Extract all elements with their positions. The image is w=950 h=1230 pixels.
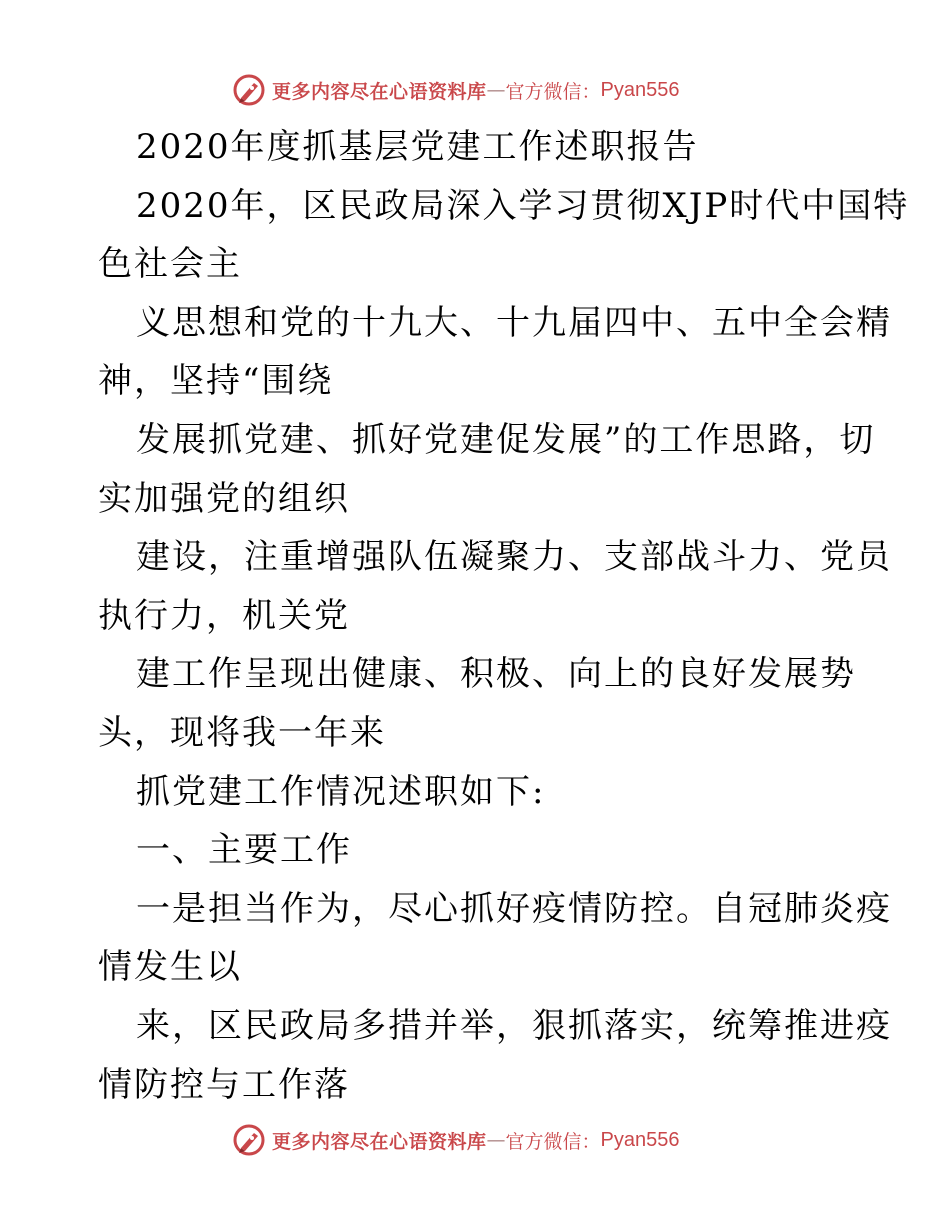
- banner-slogan: 更多内容尽在心语资料库: [272, 80, 487, 103]
- paragraph-line: 义思想和党的十九大、十九届四中、五中全会精: [136, 303, 892, 343]
- banner-slogan: 更多内容尽在心语资料库: [272, 1130, 487, 1153]
- paragraph-line: 情发生以: [98, 947, 242, 987]
- pen-logo-icon: [232, 1123, 266, 1157]
- banner-separator: —: [486, 79, 506, 101]
- pen-logo-icon: [232, 73, 266, 107]
- paragraph-line: 发展抓党建、抓好党建促发展”的工作思路，切: [136, 420, 876, 460]
- paragraph-line: 执行力，机关党: [98, 596, 350, 636]
- banner-wechat-id: Pyan556: [600, 1128, 680, 1151]
- paragraph-line: 建设，注重增强队伍凝聚力、支部战斗力、党员: [136, 537, 892, 577]
- paragraph-line: 建工作呈现出健康、积极、向上的良好发展势: [136, 654, 856, 694]
- paragraph-line: 神，坚持“围绕: [98, 361, 334, 401]
- footer-watermark-banner: [232, 1122, 680, 1158]
- paragraph-line: 抓党建工作情况述职如下:: [136, 772, 546, 812]
- paragraph-line: 实加强党的组织: [98, 479, 350, 519]
- header-watermark-banner: [232, 72, 680, 108]
- banner-wechat-label: 官方微信：: [505, 80, 601, 103]
- document-title: 2020年度抓基层党建工作述职报告: [136, 127, 699, 167]
- banner-separator: —: [486, 1129, 506, 1151]
- banner-wechat-id: Pyan556: [600, 78, 680, 101]
- paragraph-line: 一是担当作为，尽心抓好疫情防控。自冠肺炎疫: [136, 889, 892, 929]
- paragraph-line: 来，区民政局多措并举，狠抓落实，统筹推进疫: [136, 1006, 892, 1046]
- paragraph-line: 2020年，区民政局深入学习贯彻XJP时代中国特: [136, 186, 910, 226]
- section-heading: 一、主要工作: [136, 830, 352, 870]
- banner-wechat-label: 官方微信：: [505, 1130, 601, 1153]
- paragraph-line: 头，现将我一年来: [98, 713, 386, 753]
- paragraph-line: 色社会主: [98, 244, 242, 284]
- paragraph-line: 情防控与工作落: [98, 1065, 350, 1105]
